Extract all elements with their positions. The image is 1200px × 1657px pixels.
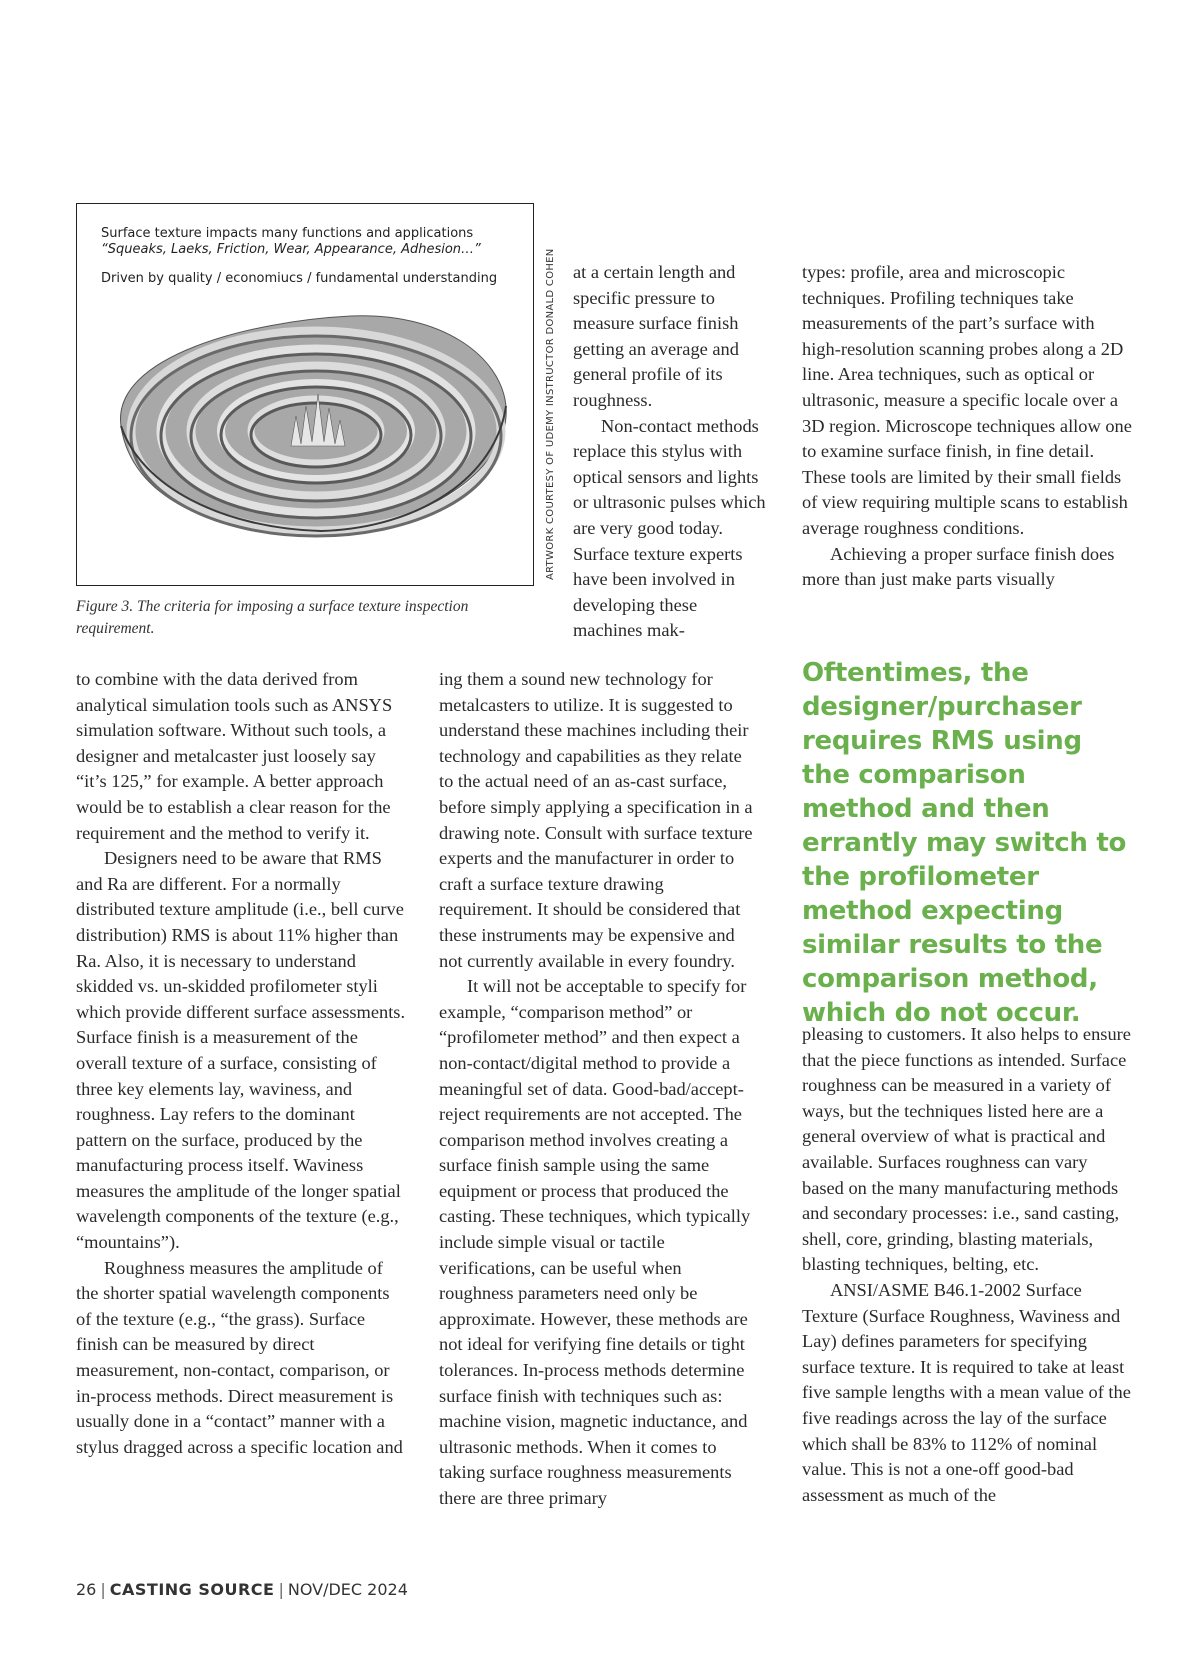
pull-quote: Oftentimes, the designer/purchaser requires RMS using the comparison method and then errantly may switch to the profilometer method expecting similar results to the comparison method, which do not occur. <box>802 658 1127 1028</box>
figure-tagline: Driven by quality / economiucs / fundamental understanding <box>101 271 498 286</box>
column-1 <box>76 667 406 1460</box>
paragraph: to combine with the data derived from analytical simulation tools such as ANSYS simulation software. Without such tools, a designer and metalcaster just loosely say “it’s 125,” for example. A better approach would be to establish a clear reason for the requirement and the method to verify it. <box>76 669 393 843</box>
figure-caption: Figure 3. The criteria for imposing a surface texture inspection requirement. <box>76 598 469 637</box>
paragraph: Roughness measures the amplitude of the shorter spatial wavelength components of the texture (e.g., “the grass). Surface finish can be measured by direct measurement, non-contact, comparison, or in-process methods. Direct measurement is usually done in a “contact” manner with a stylus dragged across a specific location and <box>76 1257 403 1457</box>
paragraph: Achieving a proper surface finish does more than just make parts visually <box>802 543 1115 590</box>
column-2-top <box>573 260 768 644</box>
figure-subheading: “Squeaks, Laeks, Friction, Wear, Appearance, Adhesion…” <box>101 242 481 257</box>
paragraph: at a certain length and specific pressure to measure surface finish getting an average and general profile of its roughness. <box>573 262 739 410</box>
paragraph: pleasing to customers. It also helps to ensure that the piece functions as intended. Surface roughness can be measured in a variety of ways, but the techniques listed here are a general overview of what is practical and available. Surfaces roughness can vary based on the many manufacturing methods and secondary processes: i.e., sand casting, shell, core, grinding, blasting materials, blasting techniques, belting, etc. <box>802 1024 1131 1275</box>
surface-texture-illustration <box>101 296 511 546</box>
figure-heading: Surface texture impacts many functions and applications <box>101 226 474 241</box>
paragraph: It will not be acceptable to specify for example, “comparison method” or “profilometer method” and then expect a non-contact/digital method to provide a meaningful set of data. Good-bad/accept-reject requirements are not accepted. The comparison method involves creating a surface finish sample using the same equipment or process that produced the casting. These techniques, which typically include simple visual or tactile verifications, can be useful when roughness parameters need only be approximate. However, these methods are not ideal for verifying fine details or tight tolerances. In-process methods determine surface finish with techniques such as: machine vision, magnetic inductance, and ultrasonic methods. When it comes to taking surface roughness measurements there are three primary <box>439 976 751 1508</box>
paragraph: ing them a sound new technology for metalcasters to utilize. It is suggested to understand these machines including their technology and capabilities as they relate to the actual need of an as-cast surface, before simply applying a specification in a drawing note. Consult with surface texture experts and the manufacturer in order to craft a surface texture drawing requirement. It should be considered that these instruments may be expensive and not currently available in every foundry. <box>439 669 753 971</box>
artwork-credit: ARTWORK COURTESY OF UDEMY INSTRUCTOR DONALD COHEN <box>545 248 556 580</box>
figure-3 <box>76 203 534 586</box>
paragraph: ANSI/ASME B46.1-2002 Surface Texture (Surface Roughness, Waviness and Lay) defines parameters for specifying surface texture. It is required to take at least five sample lengths with a mean value of the five readings across the lay of the surface which shall be 83% to 112% of nominal value. This is not a one-off good-bad assessment as much of the <box>802 1279 1131 1505</box>
paragraph: Non-contact methods replace this stylus with optical sensors and lights or ultrasonic pulses which are very good today. Surface texture experts have been involved in developing these machines mak- <box>573 415 766 641</box>
page-footer: 26 | CASTING SOURCE | NOV/DEC 2024 <box>76 1580 408 1599</box>
page-number: 26 <box>76 1580 97 1599</box>
column-2-bottom <box>439 667 759 1512</box>
issue-date: NOV/DEC 2024 <box>287 1580 408 1599</box>
column-3-top <box>802 260 1132 593</box>
paragraph: Designers need to be aware that RMS and Ra are different. For a normally distributed texture amplitude (i.e., bell curve distribution) RMS is about 11% higher than Ra. Also, it is necessary to understand skidded vs. un-skidded profilometer styli which provide different surface assessments. Surface finish is a measurement of the overall texture of a surface, consisting of three key elements lay, waviness, and roughness. Lay refers to the dominant pattern on the surface, produced by the manufacturing process itself. Waviness measures the amplitude of the longer spatial wavelength components of the texture (e.g., “mountains”). <box>76 848 406 1253</box>
column-3-bottom <box>802 1022 1132 1508</box>
paragraph: types: profile, area and microscopic techniques. Profiling techniques take measurements of the part’s surface with high-resolution scanning probes along a 2D line. Area techniques, such as optical or ultrasonic, measure a specific locale over a 3D region. Microscope techniques allow one to examine surface finish, in fine detail. These tools are limited by their small fields of view requiring multiple scans to establish average roughness conditions. <box>802 262 1132 538</box>
magazine-name: CASTING SOURCE <box>109 1580 275 1599</box>
